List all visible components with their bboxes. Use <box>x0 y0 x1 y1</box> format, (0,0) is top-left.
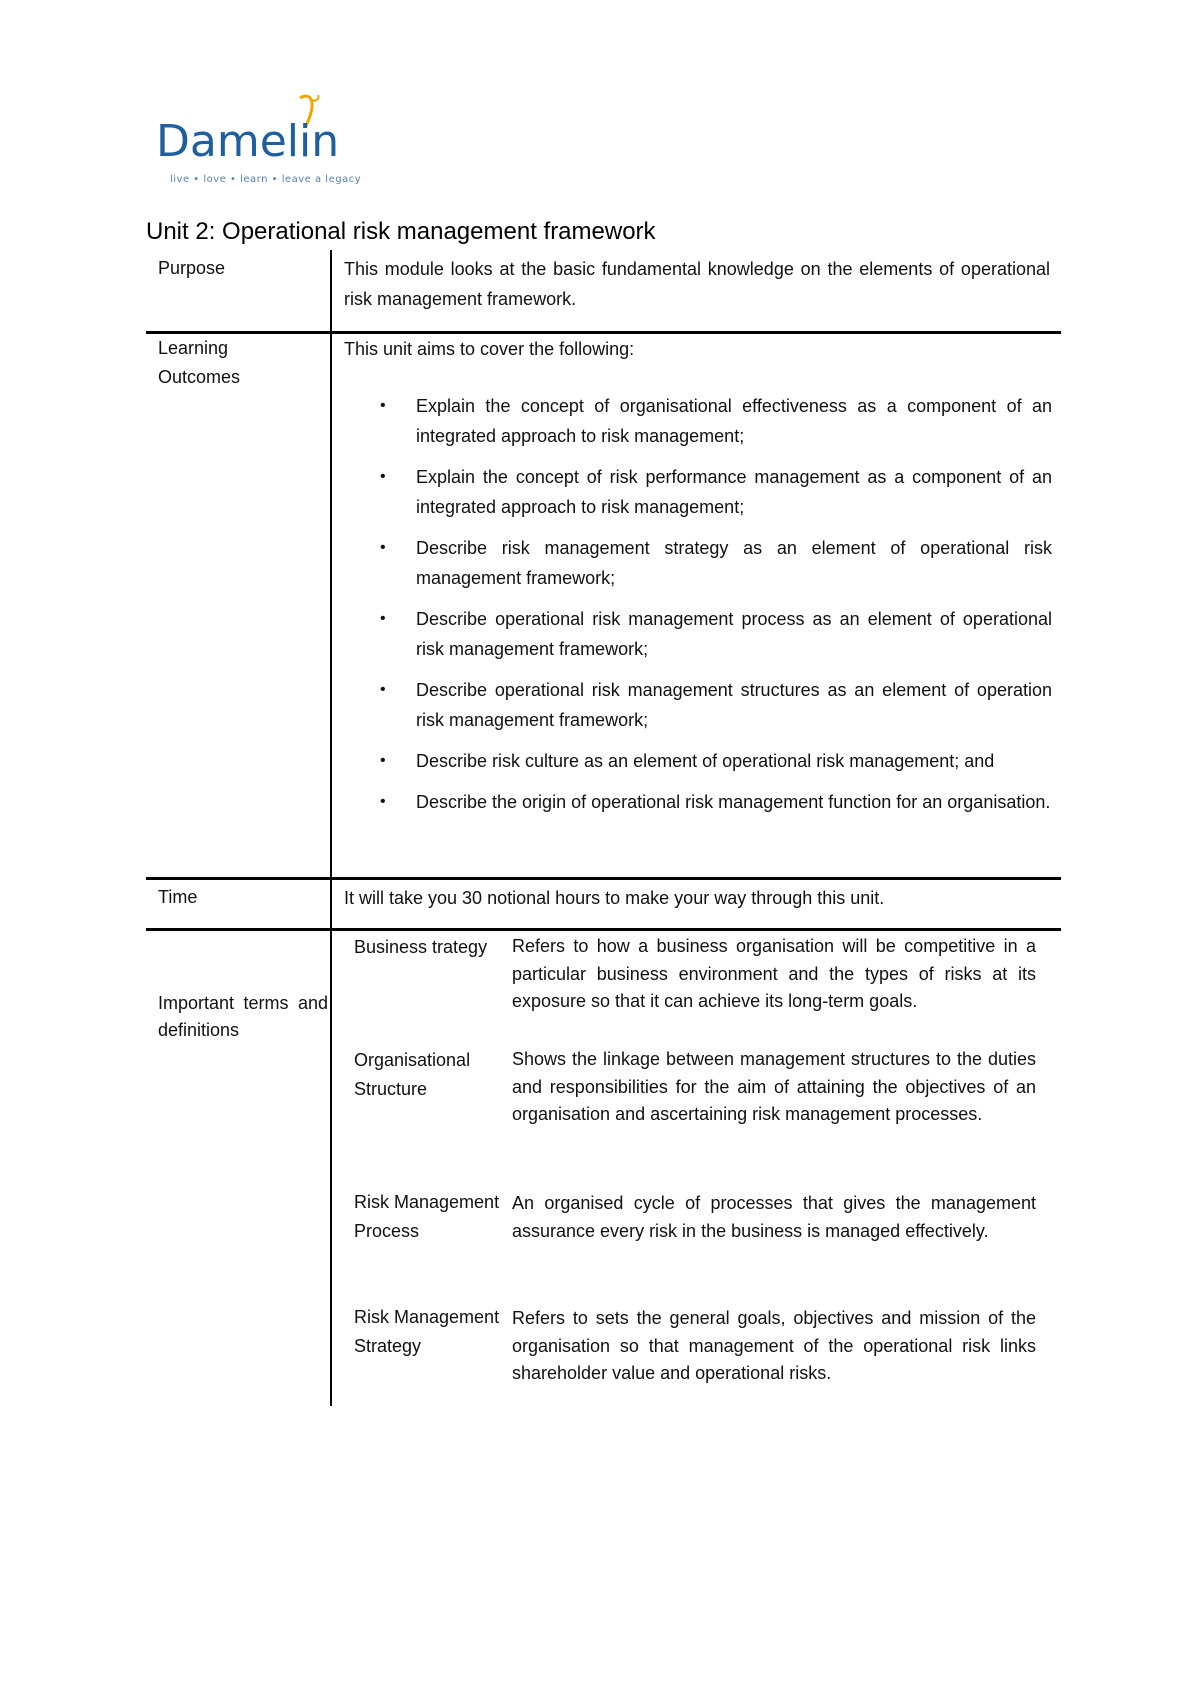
purpose-label: Purpose <box>158 258 226 278</box>
definition-organisational-structure: Shows the linkage between management structures to the duties and responsibilities for the aim of attaining the objectives of an organisation and ascertaining risk management processes. <box>512 1049 1036 1124</box>
list-item: • Describe risk management strategy as an element of operational risk management framework; <box>380 533 1052 593</box>
term-business-strategy: Business trategy <box>354 937 488 957</box>
list-item: • Explain the concept of risk performance management as a component of an integrated approach to risk management; <box>380 462 1052 522</box>
definition-risk-management-process: An organised cycle of processes that gives the management assurance every risk in the business is managed effectively. <box>512 1193 1036 1241</box>
definition-risk-management-strategy: Refers to sets the general goals, objectives and mission of the organisation so that management of the operational risk links shareholder value and operational risks. <box>512 1308 1036 1383</box>
table-row-divider <box>146 877 1061 880</box>
definition-business-strategy: Refers to how a business organisation will be competitive in a particular business environment and the types of risks at its exposure so that it can achieve its long-term goals. <box>512 936 1036 1011</box>
bullet-icon: • <box>380 793 386 810</box>
logo-wordmark: Damelin <box>156 116 340 167</box>
terms-label: Important terms and definitions <box>158 993 328 1040</box>
outcomes-label-line1: Learning <box>158 338 229 358</box>
outcomes-list <box>380 391 1052 828</box>
purpose-text: This module looks at the basic fundamental knowledge on the elements of operational risk management framework. <box>344 259 1050 309</box>
outcomes-label <box>158 334 240 392</box>
bullet-icon: • <box>380 468 386 485</box>
list-item: • Describe operational risk management process as an element of operational risk management framework; <box>380 604 1052 664</box>
bullet-icon: • <box>380 539 386 556</box>
list-item: • Explain the concept of organisational effectiveness as a component of an integrated approach to risk management; <box>380 391 1052 451</box>
bullet-icon: • <box>380 397 386 414</box>
outcomes-label-line2: Outcomes <box>158 367 241 387</box>
term-organisational-structure: Organisational Structure <box>354 1050 471 1099</box>
table-row-divider <box>146 928 1061 931</box>
unit-title: Unit 2: Operational risk management framework <box>146 218 656 245</box>
term-risk-management-process: Risk Management Process <box>354 1192 500 1241</box>
logo-tagline: live • love • learn • leave a legacy <box>170 174 362 185</box>
list-item: • Describe the origin of operational risk management function for an organisation. <box>380 787 1052 817</box>
list-item: • Describe risk culture as an element of operational risk management; and <box>380 746 1052 776</box>
bullet-icon: • <box>380 681 386 698</box>
bullet-icon: • <box>380 610 386 627</box>
damelin-logo <box>156 94 362 190</box>
table-column-divider <box>330 250 332 1406</box>
bullet-icon: • <box>380 752 386 769</box>
time-text: It will take you 30 notional hours to make your way through this unit. <box>344 888 885 908</box>
term-risk-management-strategy: Risk Management Strategy <box>354 1307 500 1356</box>
list-item: • Describe operational risk management structures as an element of operation risk management framework; <box>380 675 1052 735</box>
outcomes-intro: This unit aims to cover the following: <box>344 339 635 359</box>
time-label: Time <box>158 887 198 907</box>
